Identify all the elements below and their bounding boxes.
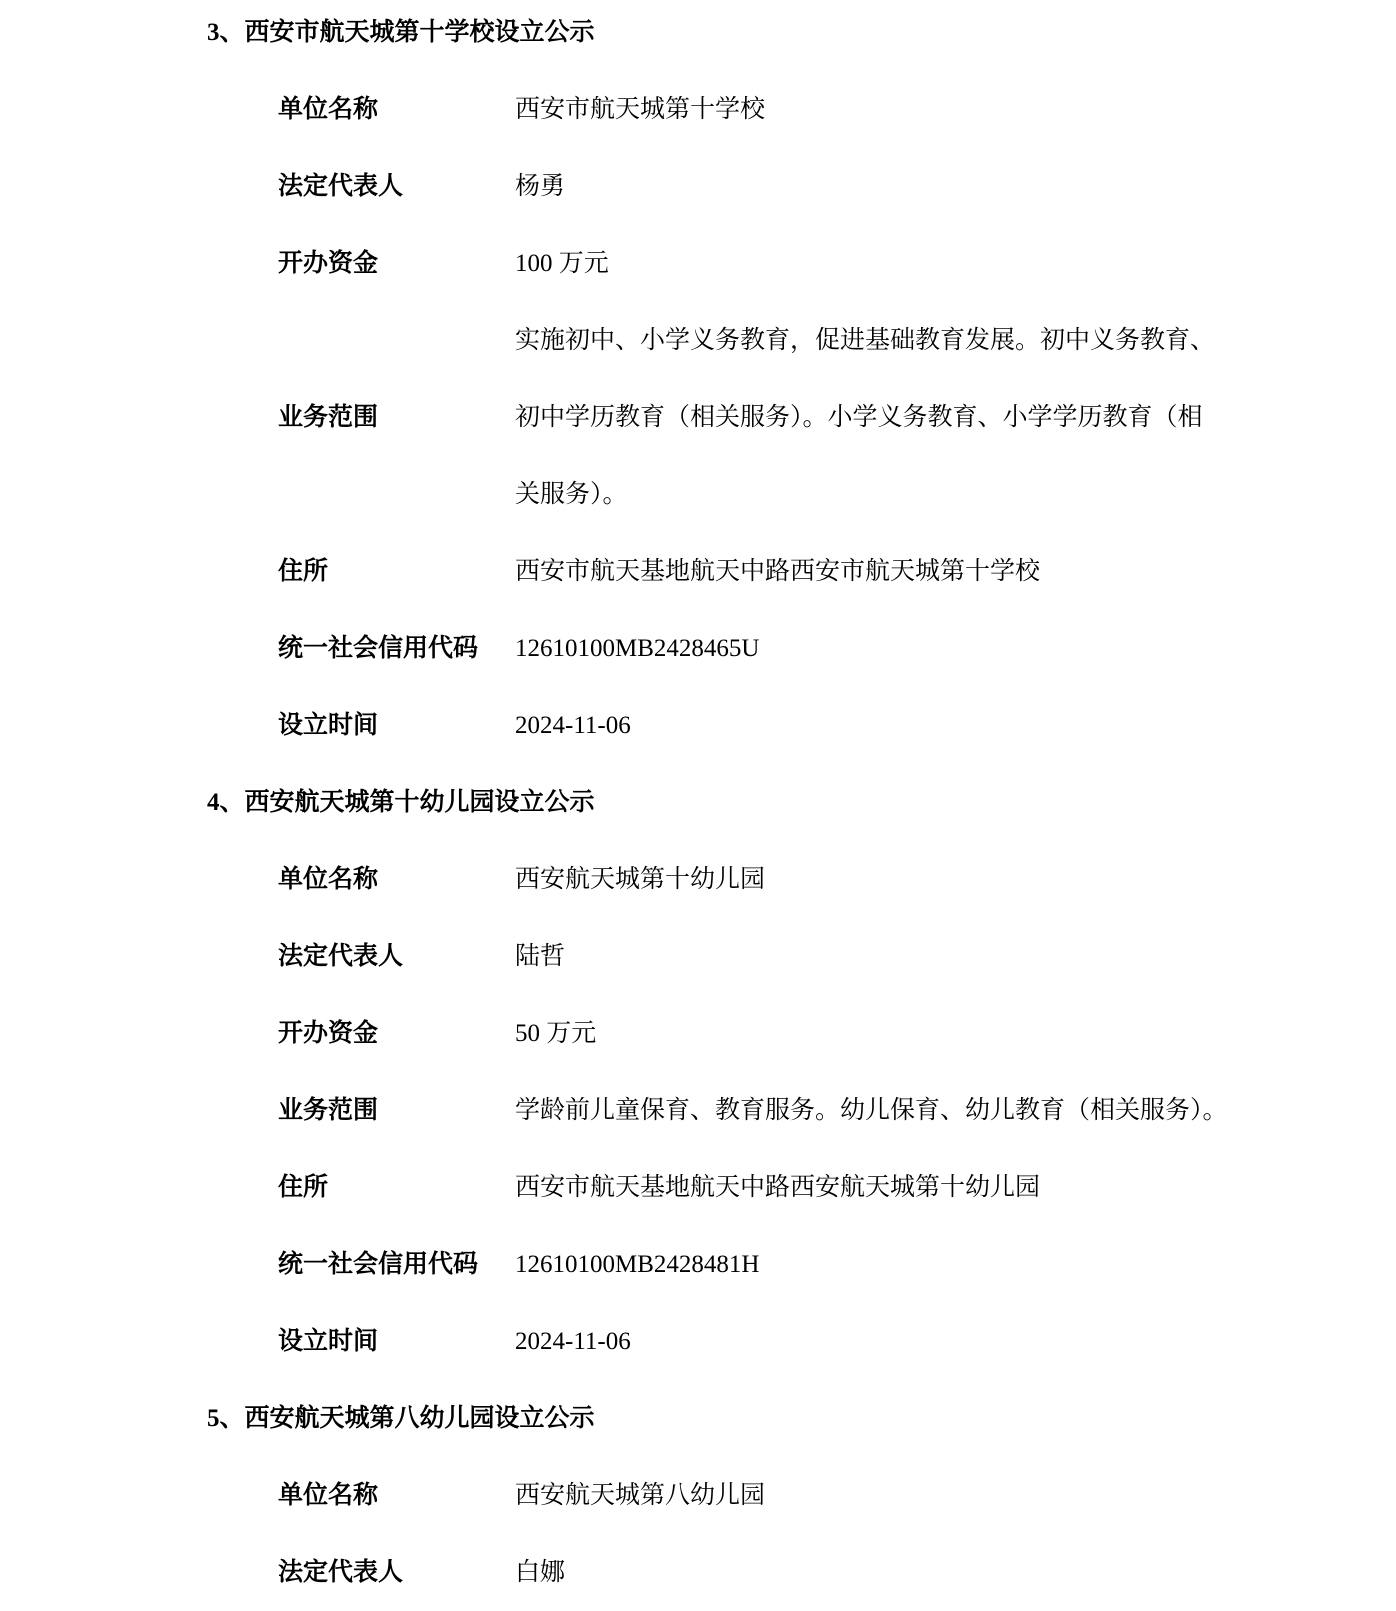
field-value-line: 学龄前儿童保育、教育服务。幼儿保育、幼儿教育（相关服务）。 (515, 1097, 1228, 1124)
field-row (0, 1457, 1396, 1534)
field-value (515, 302, 1396, 533)
field-value (515, 995, 1396, 1072)
field-value (515, 841, 1396, 918)
field-label: 单位名称 (278, 96, 379, 123)
field-value (515, 225, 1396, 302)
field-row (0, 1226, 1396, 1303)
field-value-line: 50 万元 (515, 1020, 597, 1047)
field-value (515, 1072, 1396, 1149)
field-label: 单位名称 (278, 1482, 379, 1509)
field-row (0, 918, 1396, 995)
field-value-line: 关服务）。 (515, 481, 628, 508)
field-row (0, 225, 1396, 302)
field-row (0, 1534, 1396, 1611)
field-value-line: 西安航天城第十幼儿园 (515, 866, 766, 893)
field-label: 业务范围 (278, 404, 379, 431)
field-value (515, 148, 1396, 225)
field-label: 法定代表人 (278, 943, 404, 970)
field-value (515, 1149, 1396, 1226)
field-value-line: 12610100MB2428481H (515, 1251, 760, 1278)
field-label: 设立时间 (278, 1328, 379, 1355)
field-value-line: 2024-11-06 (515, 1328, 631, 1355)
field-value (515, 610, 1396, 687)
field-value-line: 100 万元 (515, 250, 609, 277)
field-value (515, 533, 1396, 610)
document-section (0, 0, 1396, 764)
field-label: 住所 (278, 1174, 329, 1201)
field-row (0, 533, 1396, 610)
field-row (0, 302, 1396, 533)
field-row (0, 687, 1396, 764)
field-label: 开办资金 (278, 1020, 379, 1047)
field-value-line: 杨勇 (515, 173, 566, 200)
field-label: 住所 (278, 558, 329, 585)
field-label: 统一社会信用代码 (278, 1251, 479, 1278)
field-label: 法定代表人 (278, 1559, 404, 1586)
field-label: 设立时间 (278, 712, 379, 739)
field-value-line: 2024-11-06 (515, 712, 631, 739)
field-label: 业务范围 (278, 1097, 379, 1124)
field-row (0, 841, 1396, 918)
field-row (0, 1072, 1396, 1149)
field-value (515, 918, 1396, 995)
field-row (0, 148, 1396, 225)
document-section (0, 1380, 1396, 1611)
field-value (515, 71, 1396, 148)
field-row (0, 71, 1396, 148)
field-value (515, 1303, 1396, 1380)
section-heading: 3、西安市航天城第十学校设立公示 (207, 19, 595, 46)
field-value (515, 1457, 1396, 1534)
field-value-line: 实施初中、小学义务教育，促进基础教育发展。初中义务教育、 (515, 327, 1216, 354)
field-value-line: 西安市航天基地航天中路西安市航天城第十学校 (515, 558, 1041, 585)
section-heading: 5、西安航天城第八幼儿园设立公示 (207, 1405, 595, 1432)
field-value-line: 白娜 (515, 1559, 566, 1586)
field-value-line: 12610100MB2428465U (515, 635, 760, 662)
field-row (0, 1303, 1396, 1380)
section-rows (0, 71, 1396, 764)
field-row (0, 610, 1396, 687)
document-section (0, 764, 1396, 1380)
field-label: 法定代表人 (278, 173, 404, 200)
field-row (0, 995, 1396, 1072)
field-value-line: 陆哲 (515, 943, 566, 970)
field-label: 开办资金 (278, 250, 379, 277)
section-rows (0, 841, 1396, 1380)
field-value-line: 西安市航天城第十学校 (515, 96, 766, 123)
field-label: 单位名称 (278, 866, 379, 893)
section-heading: 4、西安航天城第十幼儿园设立公示 (207, 789, 595, 816)
field-value-line: 初中学历教育（相关服务）。小学义务教育、小学学历教育（相 (515, 404, 1203, 431)
field-value-line: 西安市航天基地航天中路西安航天城第十幼儿园 (515, 1174, 1041, 1201)
section-rows (0, 1457, 1396, 1611)
field-value (515, 1534, 1396, 1611)
field-value (515, 687, 1396, 764)
field-value-line: 西安航天城第八幼儿园 (515, 1482, 766, 1509)
field-label: 统一社会信用代码 (278, 635, 479, 662)
field-row (0, 1149, 1396, 1226)
field-value (515, 1226, 1396, 1303)
